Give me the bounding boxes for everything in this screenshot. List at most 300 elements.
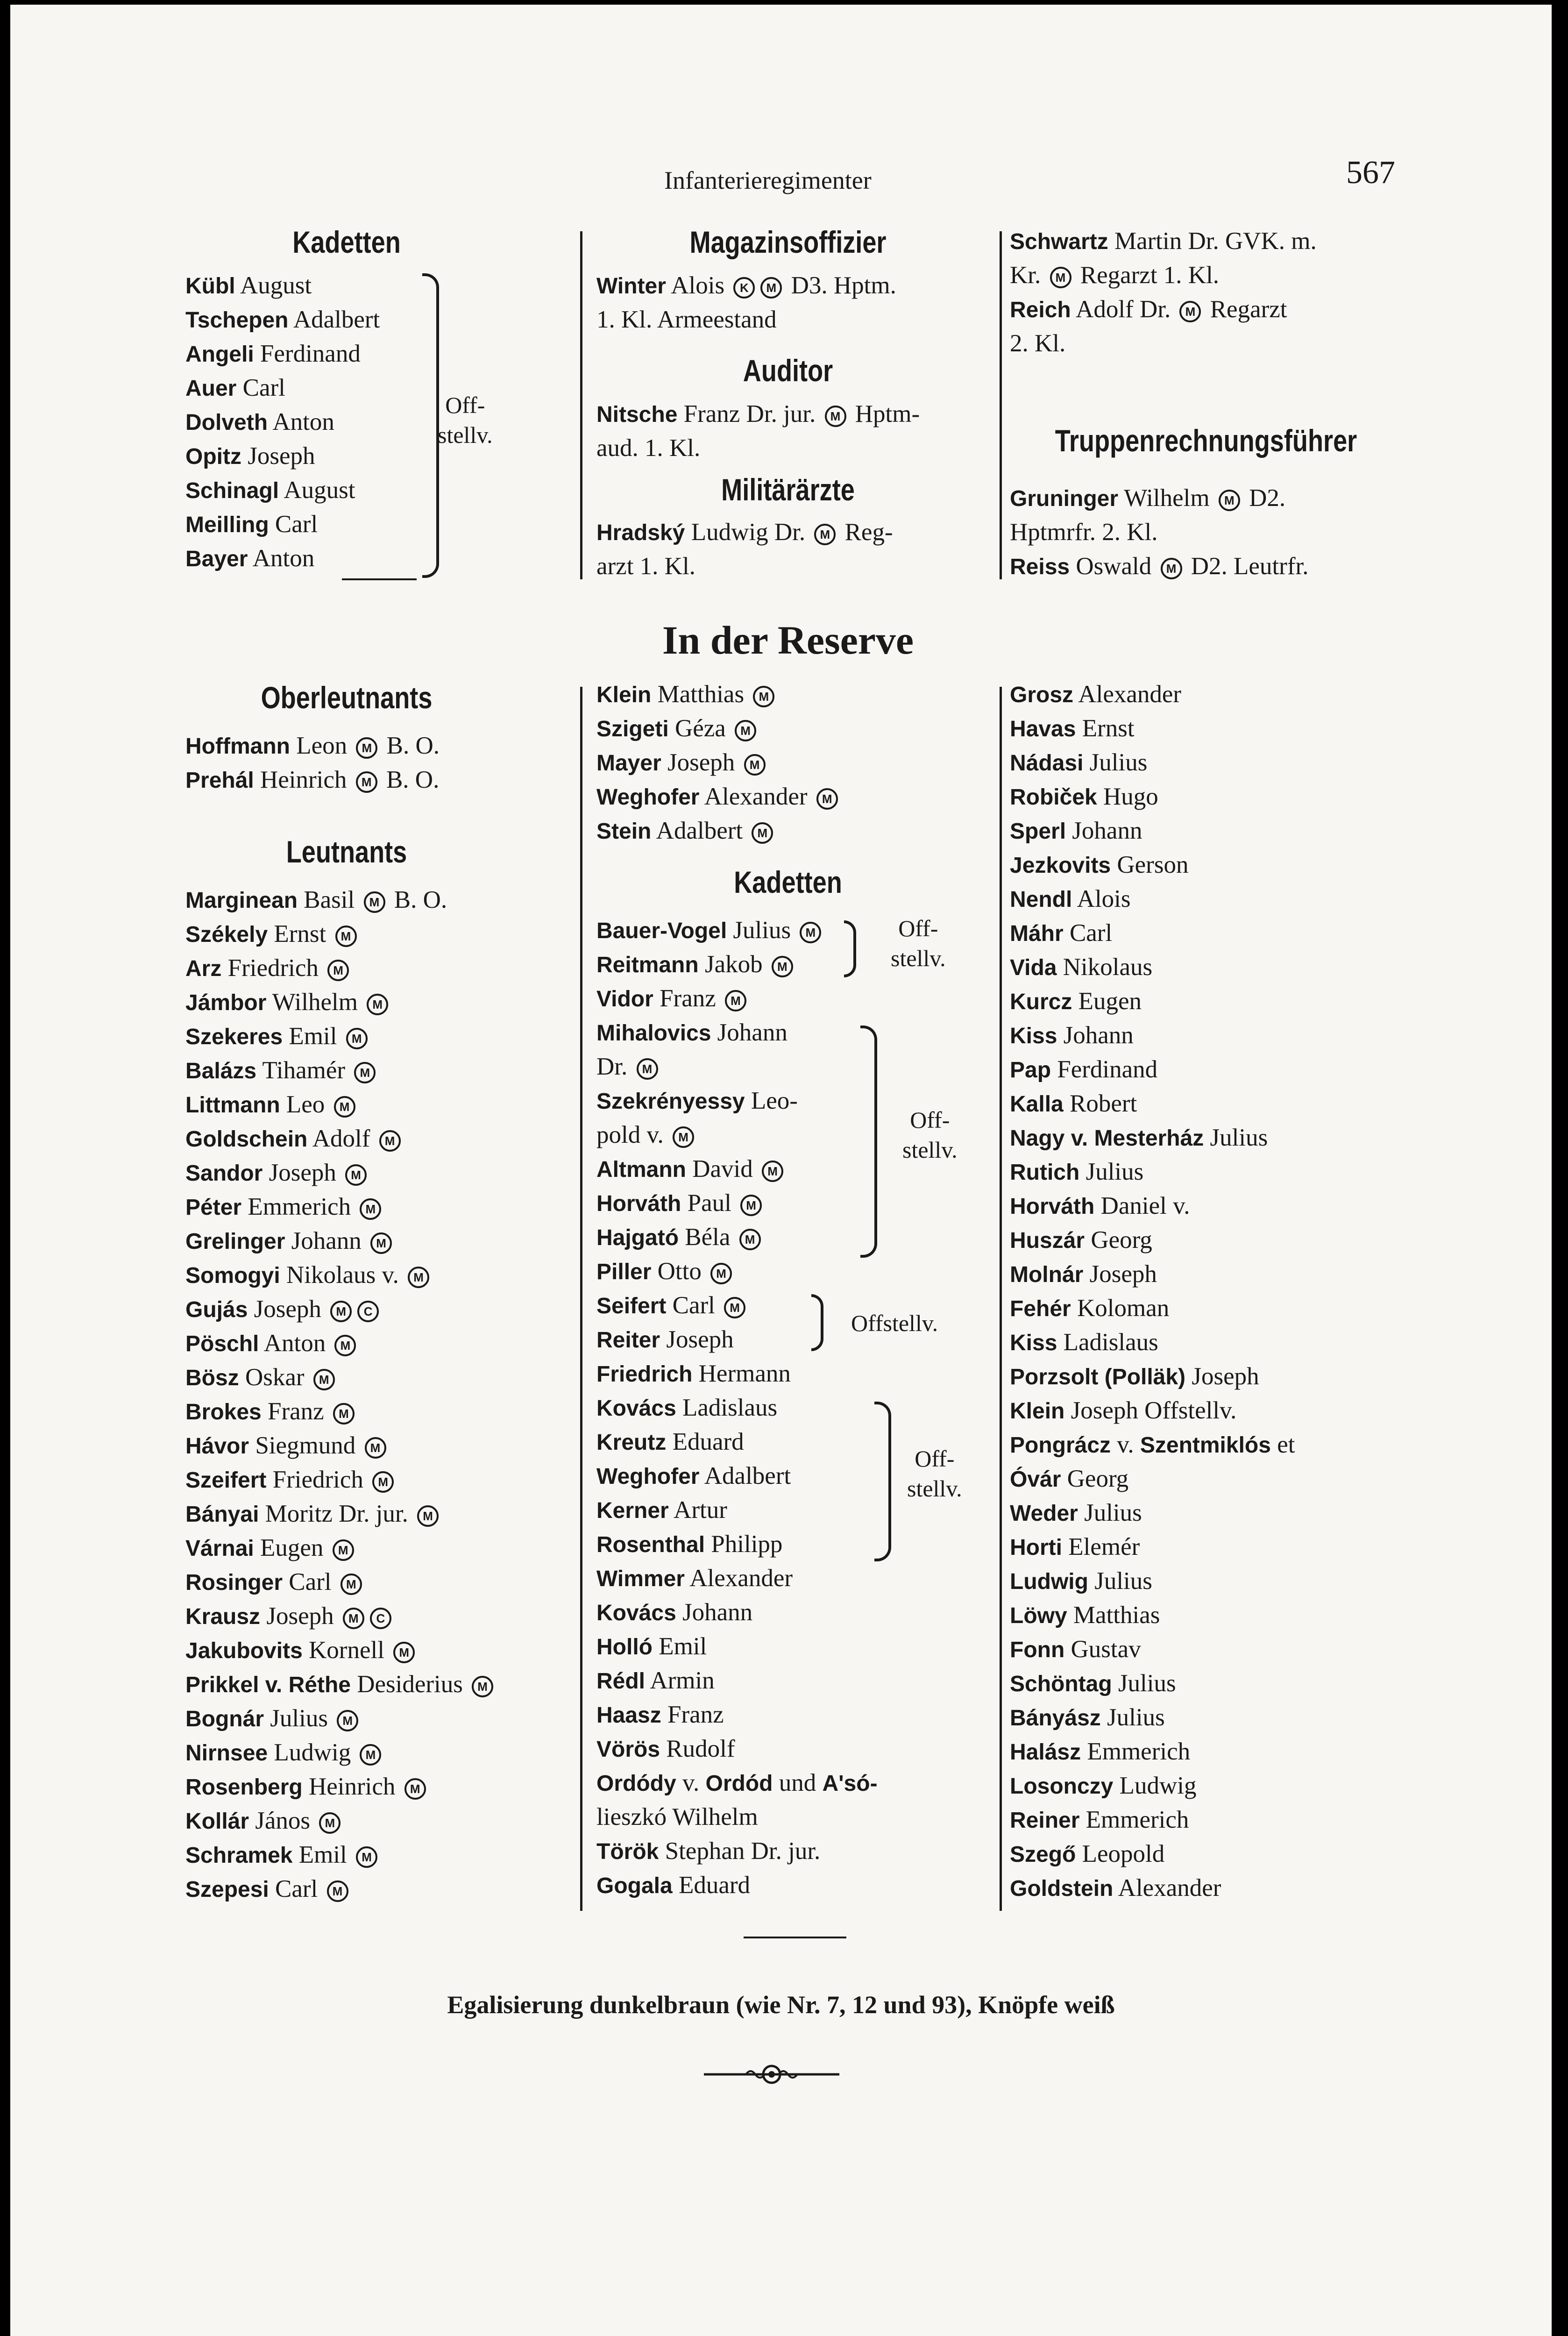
surname: Arz [185, 956, 222, 981]
truppen-list [1010, 481, 1308, 584]
surname: Klein [1010, 1399, 1065, 1424]
rank-text: B. O. [388, 886, 447, 913]
footer-note: Egalisierung dunkelbraun (wie Nr. 7, 12 und 93), Knöpfe weiß [447, 1991, 1115, 2019]
order-badge-icon: M [725, 990, 746, 1011]
list-item [596, 1698, 878, 1732]
list-item [596, 1254, 878, 1289]
surname: Grelinger [185, 1229, 285, 1254]
order-badge-icon: M [372, 1471, 394, 1493]
surname: Weghofer [596, 1464, 700, 1489]
order-badge-icon: M [760, 277, 782, 299]
given-name: Alexander [699, 783, 814, 810]
rank-text: D2. Leutrfr. [1185, 553, 1309, 580]
given-name: Philipp [705, 1531, 783, 1558]
given-name: Otto [651, 1258, 708, 1285]
list-item [185, 1633, 496, 1667]
list-item [185, 1531, 496, 1565]
list-item [185, 1565, 496, 1599]
order-badge-icon: M [364, 891, 385, 913]
list-item [1010, 1735, 1295, 1769]
given-name: Géza [668, 715, 732, 742]
surname: Kübl [185, 274, 235, 299]
order-badge-icon: M [334, 1335, 356, 1356]
list-item [596, 1425, 878, 1459]
list-item [596, 269, 896, 303]
list-item [1010, 549, 1308, 584]
given-name: Alois [1072, 885, 1131, 912]
given-name: Leo [280, 1091, 331, 1118]
surname: Fonn [1010, 1638, 1065, 1662]
list-item [596, 1118, 878, 1152]
given-name: Emil [283, 1023, 343, 1050]
given-name: Siegmund [249, 1432, 362, 1459]
section-title-magazinsoffizier: Magazinsoffizier [689, 225, 887, 259]
list-item [596, 1459, 878, 1493]
given-name: Ferdinand [254, 340, 361, 367]
list-item [1010, 712, 1295, 746]
given-name: Gustav [1064, 1636, 1141, 1663]
given-name: Moritz Dr. jur. [259, 1500, 415, 1527]
list-item [596, 1732, 878, 1766]
given-name: Oswald [1070, 553, 1158, 580]
given-name: Franz [661, 1701, 724, 1728]
surname: Schwartz [1010, 229, 1108, 254]
surname: Winter [596, 274, 666, 299]
surname: Máhr [1010, 921, 1064, 946]
surname: Meilling [185, 513, 269, 537]
surname: Reiner [1010, 1808, 1080, 1833]
surname: Schöntag [1010, 1672, 1112, 1696]
list-item [596, 814, 841, 848]
list-item [596, 1834, 878, 1868]
given-name: Julius [1079, 1158, 1144, 1185]
list-item [1010, 258, 1317, 292]
given-name: et [1270, 1431, 1295, 1458]
list-item [185, 1292, 496, 1326]
surname: Grosz [1010, 683, 1074, 707]
given-name: Robert [1063, 1090, 1137, 1117]
given-name: Johann [711, 1019, 788, 1046]
list-item [1010, 848, 1295, 882]
surname: Auer [185, 376, 237, 401]
given-name: Julius [1088, 1567, 1152, 1595]
order-badge-icon: M [327, 960, 349, 981]
list-item [1010, 984, 1295, 1018]
surname: Bányász [1010, 1706, 1101, 1731]
surname: Littmann [185, 1093, 280, 1118]
given-name: Johann [1057, 1022, 1134, 1049]
given-name: Emil [292, 1841, 354, 1868]
given-name: Adolf [307, 1125, 376, 1152]
list-item [185, 1770, 496, 1804]
order-badge-icon: M [1050, 267, 1071, 288]
surname: Balázs [185, 1059, 257, 1083]
order-badge-icon: M [408, 1267, 429, 1288]
surname: Marginean [185, 888, 298, 913]
order-badge-icon: M [472, 1676, 493, 1697]
list-item [185, 1054, 496, 1088]
list-item [185, 1122, 496, 1156]
surname: Seifert [596, 1294, 667, 1318]
oberleutnants-list [185, 729, 440, 797]
given-name: Matthias [1067, 1602, 1160, 1629]
given-name: Wilhelm [1118, 484, 1216, 512]
given-name: lieszkó Wilhelm [596, 1803, 758, 1830]
list-item [596, 515, 893, 549]
order-badge-icon: M [404, 1778, 426, 1800]
order-badge-icon: M [379, 1130, 401, 1152]
list-item [1010, 1428, 1295, 1462]
list-item [185, 1190, 496, 1224]
section-title-reserve: In der Reserve [662, 618, 914, 662]
surname: Schinagl [185, 478, 279, 503]
order-badge-icon: M [360, 1198, 381, 1220]
given-name: Gerson [1111, 851, 1189, 878]
list-item [185, 1395, 496, 1429]
surname: Pap [1010, 1058, 1051, 1083]
given-name: Carl [666, 1292, 722, 1319]
list-item [185, 303, 380, 337]
reserve-list [596, 677, 841, 848]
given-name: Ernst [268, 920, 333, 947]
surname: Kiss [1010, 1331, 1057, 1355]
running-header: Infanterieregimenter [664, 166, 872, 194]
given-name: Desiderius [350, 1671, 469, 1698]
surname: Szigeti [596, 717, 669, 741]
order-badge-icon: M [740, 1195, 762, 1216]
order-badge-icon: M [354, 1062, 376, 1083]
list-item [185, 405, 380, 439]
offstellv-note: Off- stellv. [891, 915, 946, 971]
given-name: Anton [259, 1330, 332, 1357]
surname: Rutich [1010, 1160, 1080, 1185]
list-item [185, 985, 496, 1019]
surname: Horti [1010, 1535, 1062, 1560]
order-badge-icon: M [724, 1297, 745, 1318]
list-item [185, 337, 380, 371]
order-badge-icon: M [772, 956, 793, 977]
list-item [185, 439, 380, 473]
brace [811, 1294, 823, 1351]
offstellv-note: Off- stellv. [907, 1446, 962, 1502]
surname: Rosenberg [185, 1775, 303, 1800]
order-badge-icon: M [356, 771, 377, 793]
given-name: Carl [236, 374, 285, 401]
section-title-militaeraerzte: Militärärzte [721, 472, 855, 507]
given-name: Emmerich [1081, 1738, 1191, 1765]
given-name: Hugo [1097, 783, 1158, 810]
order-badge-icon: M [341, 1574, 362, 1595]
list-item [1010, 1769, 1295, 1803]
surname: Rosenthal [596, 1532, 705, 1557]
given-name: Carl [269, 511, 318, 538]
list-item [1010, 1462, 1295, 1496]
list-item [185, 1326, 496, 1360]
ornament-icon [702, 2060, 842, 2088]
surname: Kovács [596, 1601, 676, 1625]
section-title-oberleutnants: Oberleutnants [261, 680, 433, 715]
given-name: Oskar [239, 1364, 311, 1391]
given-name: Kornell [302, 1637, 391, 1664]
list-item [596, 913, 878, 947]
given-name: Adalbert [288, 306, 380, 333]
surname: Holló [596, 1635, 653, 1659]
surname: Goldstein [1010, 1876, 1114, 1901]
given-name: Dr. [596, 1053, 634, 1080]
list-item [596, 1323, 878, 1357]
list-item [1010, 1632, 1295, 1667]
surname: Horváth [596, 1191, 681, 1216]
section-title-truppenrechnungsfuehrer: Truppenrechnungsführer [1055, 423, 1357, 458]
rank-text: Hptm- [849, 400, 920, 427]
list-item [185, 1667, 496, 1702]
surname: Piller [596, 1260, 652, 1284]
list-item [185, 1429, 496, 1463]
given-name: Adalbert [651, 817, 749, 844]
surname: Molnár [1010, 1262, 1084, 1287]
list-item [185, 1497, 496, 1531]
aerzte-list [596, 515, 893, 584]
list-item [1010, 1053, 1295, 1087]
given-name: Rudolf [660, 1735, 735, 1762]
given-name: Matthias [651, 681, 751, 708]
document-page [10, 5, 1552, 2336]
list-item [596, 982, 878, 1016]
order-badge-icon: M [333, 1539, 354, 1561]
surname: Rédl [596, 1669, 646, 1694]
given-name: Adalbert [699, 1462, 791, 1489]
given-name: Martin Dr. GVK. m. [1108, 228, 1317, 255]
list-item [185, 951, 496, 985]
order-badge-icon: M [356, 737, 377, 759]
given-name: Hptmrfr. 2. Kl. [1010, 519, 1158, 546]
surname: Nirnsee [185, 1741, 268, 1766]
order-badge-icon: M [367, 994, 388, 1015]
surname: Opitz [185, 444, 241, 469]
list-item [1010, 882, 1295, 916]
column-rule [1000, 231, 1002, 579]
given-name: Anton [248, 545, 315, 572]
given-name: v. [676, 1769, 706, 1796]
order-badge-icon: M [343, 1608, 364, 1629]
surname: Bányai [185, 1502, 259, 1527]
order-badge-icon: M [710, 1263, 732, 1284]
given-name: Wilhelm [266, 989, 364, 1016]
surname: Weghofer [596, 785, 700, 810]
given-name: Carl [1063, 919, 1113, 947]
rank-text: B. O. [380, 732, 440, 759]
surname: Jámbor [185, 990, 267, 1015]
underline [342, 578, 417, 580]
order-badge-icon: C [357, 1301, 379, 1322]
list-item [596, 1868, 878, 1902]
given-name: Johann [285, 1227, 368, 1254]
list-item [596, 1766, 878, 1800]
surname: Brokes [185, 1400, 262, 1424]
list-item [1010, 950, 1295, 984]
given-name: Heinrich [254, 766, 353, 793]
list-item [596, 1084, 878, 1118]
brace [874, 1402, 891, 1561]
surname: Mihalovics [596, 1021, 711, 1046]
given-name: Nikolaus [1057, 954, 1153, 981]
list-item [185, 473, 380, 507]
surname: Kerner [596, 1498, 669, 1523]
given-name: Nikolaus v. [280, 1261, 405, 1289]
given-name: Julius [264, 1705, 334, 1732]
list-item [596, 1357, 878, 1391]
order-badge-icon: M [735, 720, 756, 741]
given-name: Béla [679, 1224, 737, 1251]
list-item [1010, 481, 1308, 515]
list-item [1010, 224, 1317, 258]
list-item [1010, 1803, 1295, 1837]
order-badge-icon: M [739, 1229, 761, 1250]
surname: Stein [596, 819, 652, 844]
list-item [1010, 1291, 1295, 1325]
list-item [596, 1664, 878, 1698]
surname: Angeli [185, 342, 254, 367]
surname: Losonczy [1010, 1774, 1114, 1799]
order-badge-icon: M [800, 922, 821, 943]
given-name: und [773, 1769, 823, 1796]
given-name: Artur [668, 1496, 727, 1524]
given-name: Joseph [660, 1326, 734, 1353]
surname: Bösz [185, 1366, 239, 1390]
surname: Horváth [1010, 1194, 1095, 1219]
reserve-kadetten-list [596, 913, 878, 1902]
surname: Nagy v. Mesterház [1010, 1126, 1204, 1151]
list-item [1010, 1018, 1295, 1053]
given-name: Basil [298, 886, 361, 913]
auditor-list [596, 397, 920, 465]
list-item [185, 1463, 496, 1497]
given-name: August [279, 477, 355, 504]
surname: Pongrácz [1010, 1433, 1111, 1458]
given-name: August [235, 272, 312, 299]
given-name: Elemér [1062, 1533, 1140, 1560]
reserve-right-list [1010, 677, 1295, 1905]
list-item [1010, 1496, 1295, 1530]
order-badge-icon: M [673, 1126, 694, 1148]
surname: Szentmiklós [1140, 1433, 1271, 1458]
list-item [1010, 916, 1295, 950]
surname: Ludwig [1010, 1569, 1088, 1594]
surname: Porzsolt (Polläk) [1010, 1365, 1186, 1389]
list-item [596, 1595, 878, 1630]
surname: Sandor [185, 1161, 263, 1186]
list-item [596, 1561, 878, 1595]
given-name: Kr. [1010, 262, 1047, 289]
order-badge-icon: M [753, 686, 774, 707]
given-name: v. [1111, 1431, 1140, 1458]
given-name: Johann [1066, 817, 1142, 844]
order-badge-icon: M [370, 1232, 392, 1254]
column-rule [580, 231, 582, 579]
surname: Vörös [596, 1737, 660, 1762]
list-item [1010, 1223, 1295, 1257]
given-name: Julius [1100, 1704, 1165, 1731]
surname: Schramek [185, 1843, 293, 1868]
list-item [1010, 1155, 1295, 1189]
order-badge-icon: M [327, 1880, 348, 1902]
offstellv-note: Off- stellv. [438, 392, 493, 448]
order-badge-icon: M [637, 1058, 658, 1080]
given-name: Anton [268, 408, 334, 435]
list-item [1010, 1530, 1295, 1564]
order-badge-icon: M [365, 1437, 386, 1459]
list-item [185, 1838, 496, 1872]
list-item [185, 729, 440, 763]
given-name: Alois [666, 272, 731, 299]
order-badge-icon: M [319, 1812, 341, 1834]
list-item [185, 371, 380, 405]
list-item [596, 947, 878, 982]
list-item [185, 541, 380, 576]
surname: Nádasi [1010, 751, 1084, 776]
surname: Kreutz [596, 1430, 667, 1455]
list-item [185, 883, 496, 917]
given-name: David [686, 1155, 759, 1182]
given-name: Franz [261, 1398, 330, 1425]
list-item [1010, 1837, 1295, 1871]
surname: Rosinger [185, 1570, 283, 1595]
list-item [185, 1599, 496, 1633]
surname: Klein [596, 683, 652, 707]
order-badge-icon: M [330, 1301, 352, 1322]
surname: A'só- [822, 1771, 878, 1796]
list-item [1010, 1087, 1295, 1121]
order-badge-icon: M [393, 1642, 415, 1663]
list-item [185, 917, 496, 951]
order-badge-icon: M [335, 926, 357, 947]
surname: Nitsche [596, 402, 678, 427]
surname: Mayer [596, 751, 661, 776]
list-item [185, 1360, 496, 1395]
list-item [596, 1152, 878, 1186]
given-name: Ludwig [1113, 1772, 1197, 1799]
list-item [1010, 1325, 1295, 1360]
given-name: Hermann [692, 1360, 791, 1387]
list-item [596, 1391, 878, 1425]
offstellv-note: Off- stellv. [902, 1107, 958, 1163]
given-name: Joseph [241, 442, 315, 470]
surname: Prikkel v. Réthe [185, 1673, 351, 1697]
surname: Szepesi [185, 1877, 269, 1902]
surname: Jakubovits [185, 1638, 303, 1663]
list-item [596, 1289, 878, 1323]
surname: Reitmann [596, 953, 699, 977]
given-name: Eugen [254, 1534, 330, 1561]
list-item [596, 780, 841, 814]
surname: Szegő [1010, 1842, 1076, 1867]
given-name: Tihamér [256, 1057, 352, 1084]
given-name: Friedrich [221, 954, 325, 982]
surname: Reiss [1010, 555, 1070, 579]
rank-text: Regarzt [1204, 296, 1287, 323]
separator-rule [744, 1937, 846, 1938]
surname: Kalla [1010, 1092, 1064, 1117]
list-item [185, 1019, 496, 1054]
given-name: Ladislaus [1057, 1329, 1158, 1356]
list-item [596, 1493, 878, 1527]
given-name: Carl [269, 1875, 324, 1902]
leutnants-list [185, 883, 496, 1906]
list-item [1010, 1189, 1295, 1223]
given-name: Franz [653, 985, 722, 1012]
order-badge-icon: M [356, 1846, 377, 1868]
given-name: Ernst [1076, 715, 1135, 742]
